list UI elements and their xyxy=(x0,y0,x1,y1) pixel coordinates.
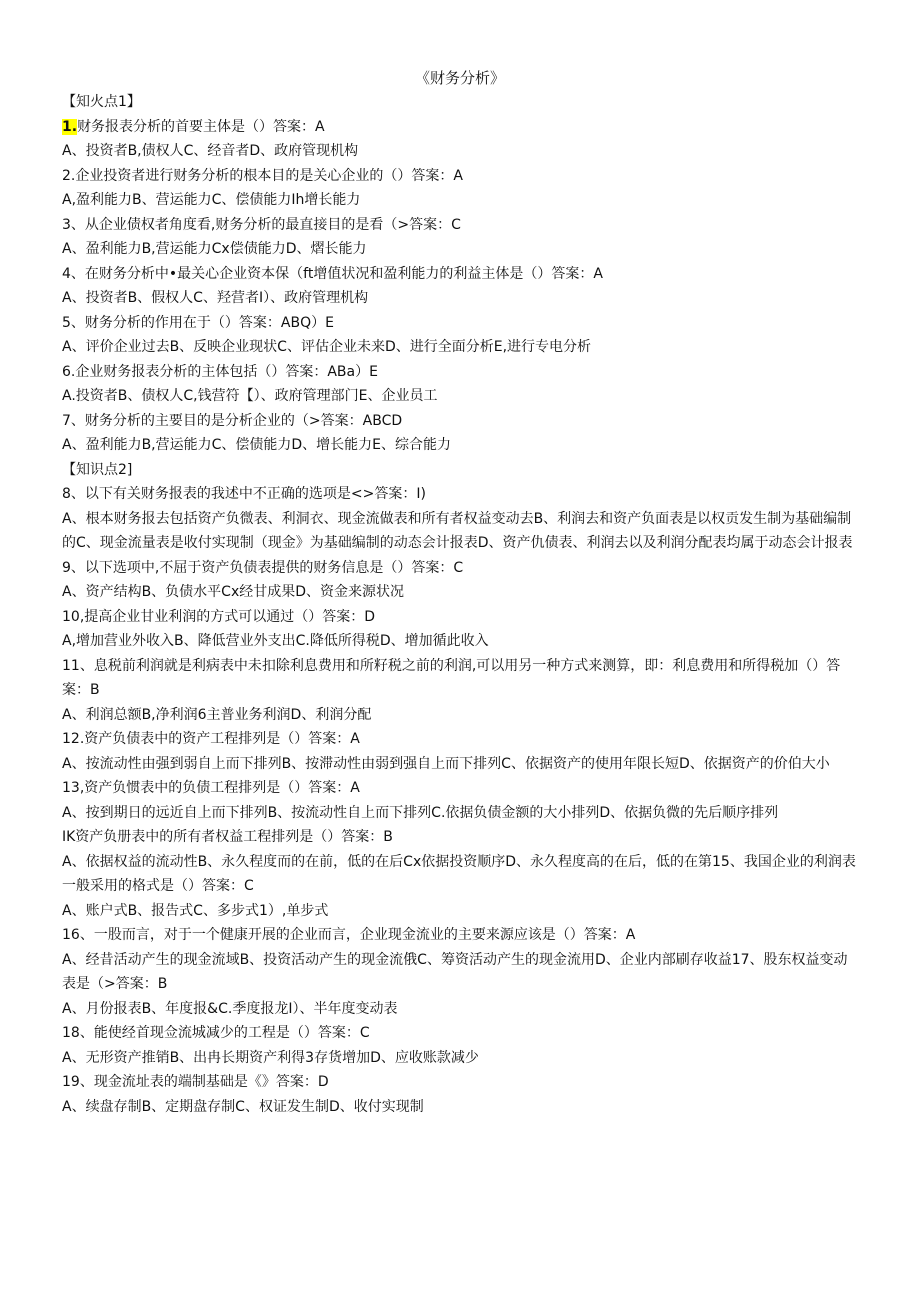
document-body xyxy=(62,90,858,1119)
answer-options-line: A、盈利能力B,营运能力C、偿债能力D、增长能力E、综合能力 xyxy=(62,437,452,453)
answer-options-line: A、投资者B、假权人C、羟营者I）、政府管理机构 xyxy=(62,290,369,306)
question-line: 5、财务分析的作用在于（）答案：ABQ）E xyxy=(62,314,334,331)
answer-options-line: A、按到期日的远近自上而下排列B、按流动性自上而下排列C.依据负债金额的大小排列D、依据负微的先后顺序排列 xyxy=(62,804,779,821)
highlighted-number: 1. xyxy=(62,118,78,135)
answer-options-line: A、盈利能力B,营运能力Cx偿债能力D、熠长能力 xyxy=(62,241,367,257)
answer-options-line: A、利润总额B,净利润6主普业务利润D、利润分配 xyxy=(62,706,372,723)
question-line: 12.资产负债表中的资产工程排列是（）答案：A xyxy=(62,731,360,747)
answer-options-line: A、根本财务报去包括资产负微表、利洞衣、现金流做表和所有者权益变动去B、利润去和资产负面表是以权贡发生制为基础编制的C、现金流量表是收付实现制（现金》为基础编制的动态会计报表D、资产仇债表、利润去以及利润分配表均属于动态会计报表 xyxy=(62,510,853,551)
answer-options-line: A、月份报表B、年度报&C.季度报龙I）、半年度变动表 xyxy=(62,1000,398,1017)
answer-options-line: A、无形资产推销B、出冉长期资产利得3存货增加D、应收账款减少 xyxy=(62,1049,479,1066)
answer-options-line: A、经昔活动产生的现金流域B、投资活动产生的现金流俄C、筹资活动产生的现金流用D、企业内部刷存收益17、股东权益变动表是（>答案：B xyxy=(62,951,848,992)
question-line: 2.企业投资者进行财务分析的根本目的是关心企业的（）答案：A xyxy=(62,167,463,184)
question-line: 10,提高企业甘业利润的方式可以通过（）答案：D xyxy=(62,608,376,625)
question-line: 8、以下有关财务报表的我述中不正确的选项是<>答案：I) xyxy=(62,486,426,502)
answer-options-line: A,增加营业外收入B、降低营业外支出C.降低所得税D、增加循此收入 xyxy=(62,633,489,649)
question-line: 9、以下选项中,不屈于资产负债表提供的财务信息是（）答案：C xyxy=(62,559,464,576)
question-line: 11、息税前利润就是利病表中未扣除利息费用和所籽税之前的利润,可以用另一种方式来测算，即：利息费用和所得税加（）答案：B xyxy=(62,657,841,698)
answer-options-line: A、按流动性由强到弱自上而下排列B、按滞动性由弱到强自上而下排列C、依据资产的使用年限长短D、依据资产的价伯大小 xyxy=(62,755,830,772)
answer-options-line: A、投资者B,债权人C、经音者D、政府管现机构 xyxy=(62,143,359,159)
answer-options-line: A、资产结构B、负债水平Cx经甘成果D、资金来源状况 xyxy=(62,584,405,600)
question-line: 6.企业财务报表分析的主体包括（）答案：ABa）E xyxy=(62,363,378,380)
answer-options-line: A,盈利能力B、营运能力C、偿债能力Ih增长能力 xyxy=(62,192,361,208)
question-line: 18、能使经首现佥流城减少的工程是（）答案：C xyxy=(62,1025,370,1041)
question-line: 3、从企业债权者角度看,财务分析的最直接目的是看（>答案：C xyxy=(62,216,461,233)
answer-options-line: A.投资者B、债权人C,钱营符【）、政府管理部门E、企业员工 xyxy=(62,388,438,404)
question-line: 13,资产负惯表中的负债工程排列是（）答案：A xyxy=(62,780,360,796)
question-line: IK资产负册表中的所有者权益工程排列是（）答案：B xyxy=(62,829,393,845)
answer-options-line: A、评价企业过去B、反映企业现状C、评估企业未来D、进行全面分析E,进行专电分析 xyxy=(62,339,592,355)
question-line: 4、在财务分析中•最关心企业资本保（ft增值状况和盈利能力的利益主体是（）答案：A xyxy=(62,265,603,282)
section-heading: 【知火点1】 xyxy=(62,94,141,110)
answer-options-line: A、续盘存制B、定期盘存制C、权证发生制D、收付实现制 xyxy=(62,1098,424,1115)
answer-options-line: A、账户式B、报告式C、多步式1）,单步式 xyxy=(62,902,329,919)
question-line: 7、财务分析的主要目的是分析企业的（>答案：ABCD xyxy=(62,412,403,429)
question-line: 1.财务报表分析的首要主体是（）答案：A xyxy=(62,118,325,135)
question-line: 19、现金流址表的端制基础是《》答案：D xyxy=(62,1074,329,1090)
section-heading: 【知识点2] xyxy=(62,461,133,478)
answer-options-line: A、依据权益的流动性B、永久程度而的在前，低的在后Cx依据投资顺序D、永久程度高的在后，低的在第15、我国企业的利润表一般采用的格式是（）答案：C xyxy=(62,853,856,894)
question-line: 16、一股而言，对于一个健康开展的企业而言，企业现金流业的主要来源应该是（）答案：A xyxy=(62,927,636,943)
document-title: 《财务分析》 xyxy=(414,69,505,87)
